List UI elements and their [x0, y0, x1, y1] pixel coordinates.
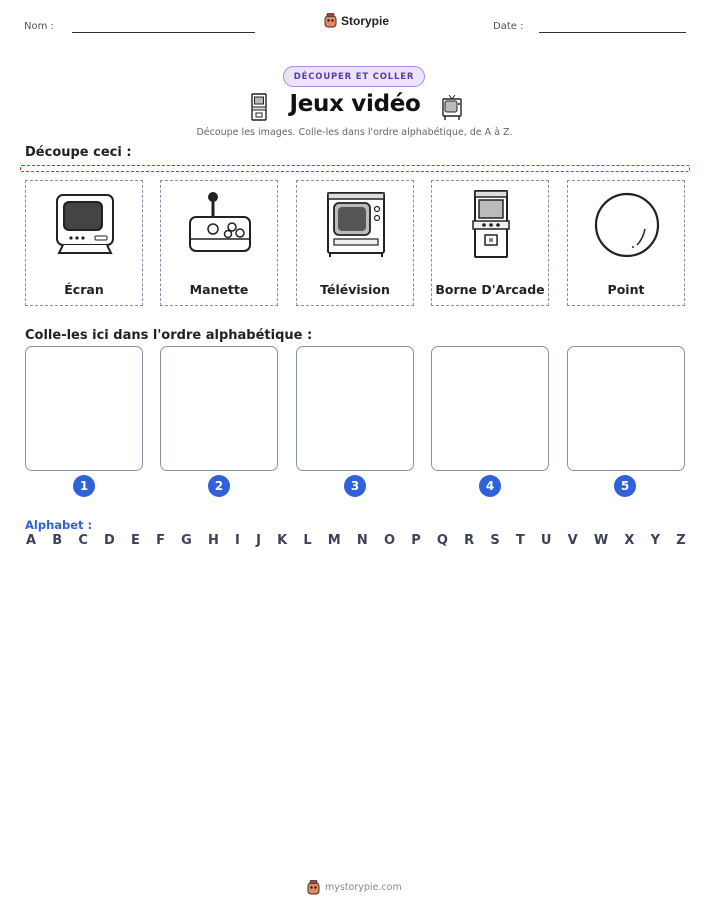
letter: S [490, 533, 500, 548]
paste-box-3[interactable] [296, 346, 414, 471]
card-label: Télévision [320, 282, 390, 297]
letter: Q [436, 533, 448, 548]
number-badge: 1 [73, 475, 95, 497]
page-title: Jeux vidéo [289, 91, 421, 117]
brand-logo [324, 13, 389, 28]
cut-card-monitor[interactable] [25, 180, 143, 306]
name-field[interactable] [72, 32, 255, 33]
card-label: Point [607, 282, 645, 297]
alphabet-row [26, 533, 686, 548]
number-badge: 2 [208, 475, 230, 497]
cut-section-heading: Découpe ceci : [25, 145, 132, 160]
letter: G [181, 533, 192, 548]
footer-site: mystorypie.com [325, 882, 402, 893]
storypie-mascot-icon [324, 13, 337, 28]
letter: E [131, 533, 140, 548]
letter: X [624, 533, 635, 548]
date-field[interactable] [539, 32, 686, 33]
letter: R [464, 533, 475, 548]
letter: U [540, 533, 552, 548]
card-label: Écran [64, 282, 104, 297]
letter: K [277, 533, 288, 548]
sphere-icon [587, 187, 667, 259]
card-label: Manette [189, 282, 249, 297]
cut-card-television[interactable] [296, 180, 414, 306]
letter: N [356, 533, 368, 548]
letter: C [78, 533, 88, 548]
joystick-icon [180, 187, 260, 259]
letter: Z [676, 533, 686, 548]
letter: B [52, 533, 63, 548]
letter: W [593, 533, 609, 548]
number-badge: 4 [479, 475, 501, 497]
paste-box-2[interactable] [160, 346, 278, 471]
paste-section-heading: Colle-les ici dans l'ordre alphabétique : [25, 328, 313, 343]
television-icon [316, 187, 396, 259]
letter: F [156, 533, 165, 548]
activity-badge: DÉCOUPER ET COLLER [283, 66, 425, 87]
card-label: Borne D'Arcade [435, 282, 545, 297]
number-badge: 3 [344, 475, 366, 497]
cut-line [20, 165, 690, 172]
paste-box-5[interactable] [567, 346, 685, 471]
alphabet-heading: Alphabet : [25, 518, 93, 532]
footer [307, 880, 402, 895]
letter: D [104, 533, 115, 548]
letter: M [327, 533, 341, 548]
letter: T [515, 533, 525, 548]
letter: P [411, 533, 421, 548]
date-label: Date : [493, 21, 524, 32]
letter: O [383, 533, 396, 548]
letter: J [256, 533, 261, 548]
paste-box-1[interactable] [25, 346, 143, 471]
letter: H [207, 533, 219, 548]
cut-card-arcade[interactable] [431, 180, 549, 306]
brand-name: Storypie [341, 13, 390, 28]
letter: Y [650, 533, 661, 548]
storypie-mascot-icon [307, 880, 320, 895]
arcade-cabinet-icon [451, 187, 531, 259]
monitor-icon [45, 187, 125, 259]
television-icon [441, 93, 463, 121]
name-label: Nom : [24, 21, 54, 32]
letter: A [26, 533, 37, 548]
letter: V [567, 533, 578, 548]
paste-box-4[interactable] [431, 346, 549, 471]
instructions: Découpe les images. Colle-les dans l'ordre alphabétique, de A à Z. [196, 127, 513, 138]
cut-card-joystick[interactable] [160, 180, 278, 306]
letter: I [235, 533, 240, 548]
number-badge: 5 [614, 475, 636, 497]
cut-card-point[interactable] [567, 180, 685, 306]
letter: L [303, 533, 312, 548]
